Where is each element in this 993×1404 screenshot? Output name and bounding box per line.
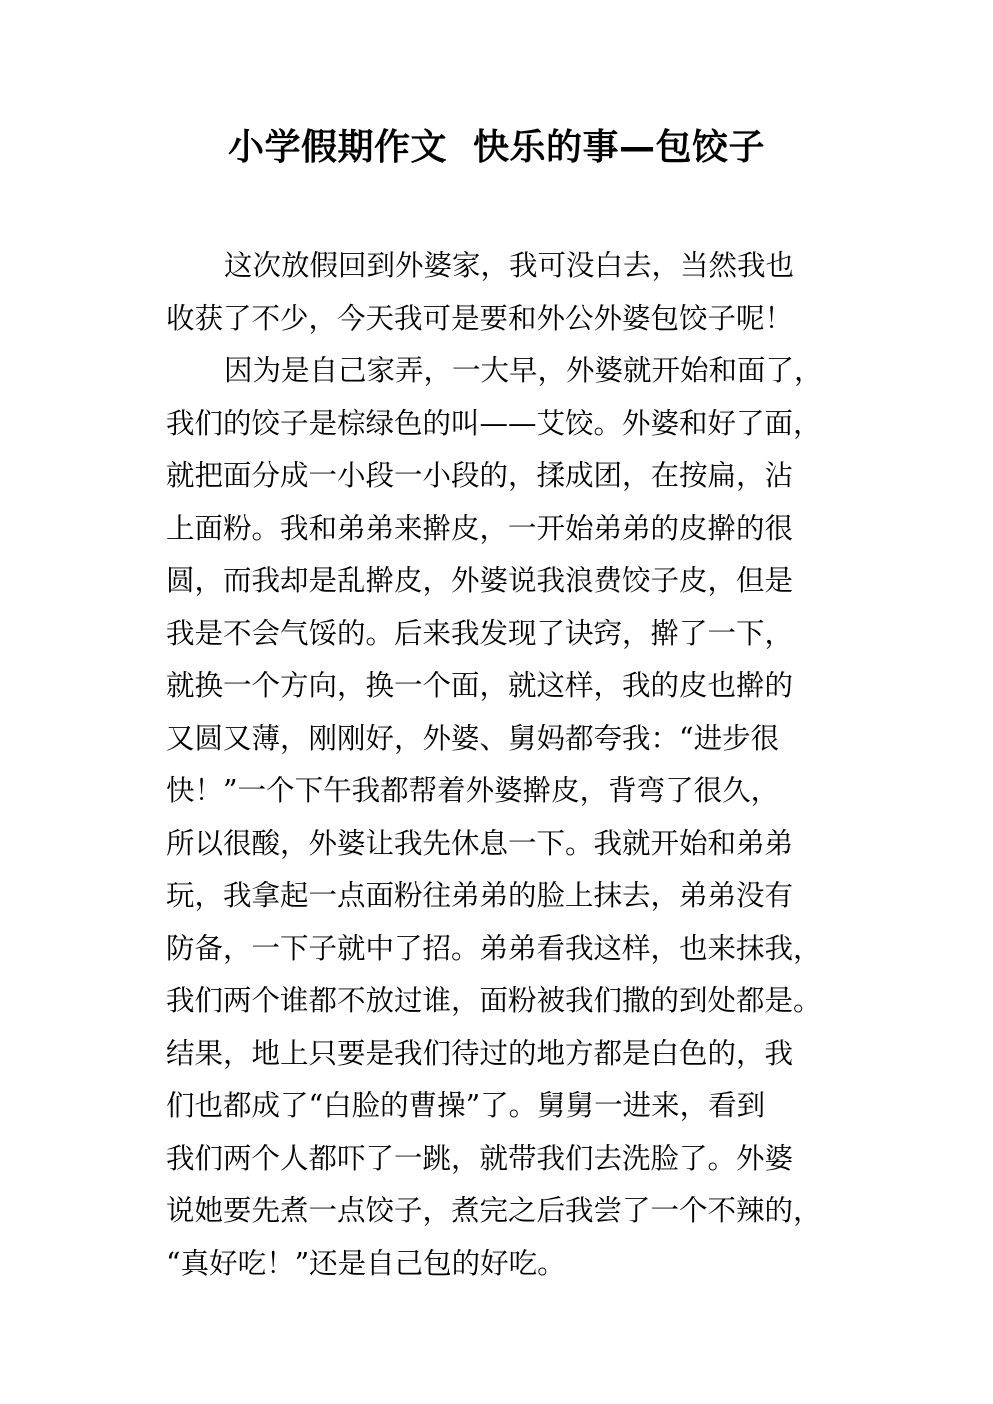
paragraph-line: 圆，而我却是乱擀皮，外婆说我浪费饺子皮，但是	[166, 564, 794, 597]
paragraph-line: 因为是自己家弄，一大早，外婆就开始和面了，	[224, 354, 823, 387]
paragraph-line: 我们两个人都吓了一跳，就带我们去洗脸了。外婆	[166, 1141, 794, 1175]
paragraph-line: 就换一个方向，换一个面，就这样，我的皮也擀的	[166, 669, 794, 702]
paragraph-line: “真好吃！”还是自己包的好吃。	[166, 1246, 566, 1280]
paragraph-line: 我们两个谁都不放过谁，面粉被我们撒的到处都是。	[166, 984, 822, 1017]
paragraph-line: 这次放假回到外婆家，我可没白去，当然我也	[224, 249, 795, 282]
essay-body	[166, 240, 846, 1290]
paragraph-line: 就把面分成一小段一小段的，揉成团，在按扁，沾	[166, 459, 794, 492]
paragraph-line: 我们的饺子是棕绿色的叫——艾饺。外婆和好了面，	[166, 406, 822, 440]
paragraph-line: 说她要先煮一点饺子，煮完之后我尝了一个不辣的，	[166, 1194, 822, 1227]
paragraph-line: 们也都成了“白脸的曹操”了。舅舅一进来，看到	[166, 1089, 766, 1122]
paragraph-line: 我是不会气馁的。后来我发现了诀窍，擀了一下，	[166, 616, 794, 650]
paragraph-line: 上面粉。我和弟弟来擀皮，一开始弟弟的皮擀的很	[166, 511, 794, 545]
paragraph-line: 玩，我拿起一点面粉往弟弟的脸上抹去，弟弟没有	[166, 879, 794, 912]
paragraph-line: 结果，地上只要是我们待过的地方都是白色的，我	[166, 1036, 794, 1070]
paragraph-line: 收获了不少，今天我可是要和外公外婆包饺子呢！	[166, 301, 794, 335]
paragraph-line: 防备，一下子就中了招。弟弟看我这样，也来抹我，	[166, 931, 822, 965]
paragraph-line: 快！”一个下午我都帮着外婆擀皮，背弯了很久，	[166, 774, 780, 807]
essay-title: 小学假期作文 快乐的事—包饺子	[227, 127, 766, 168]
paragraph-line: 又圆又薄，刚刚好，外婆、舅妈都夸我：“进步很	[166, 721, 780, 755]
paragraph-line: 所以很酸，外婆让我先休息一下。我就开始和弟弟	[166, 826, 794, 860]
